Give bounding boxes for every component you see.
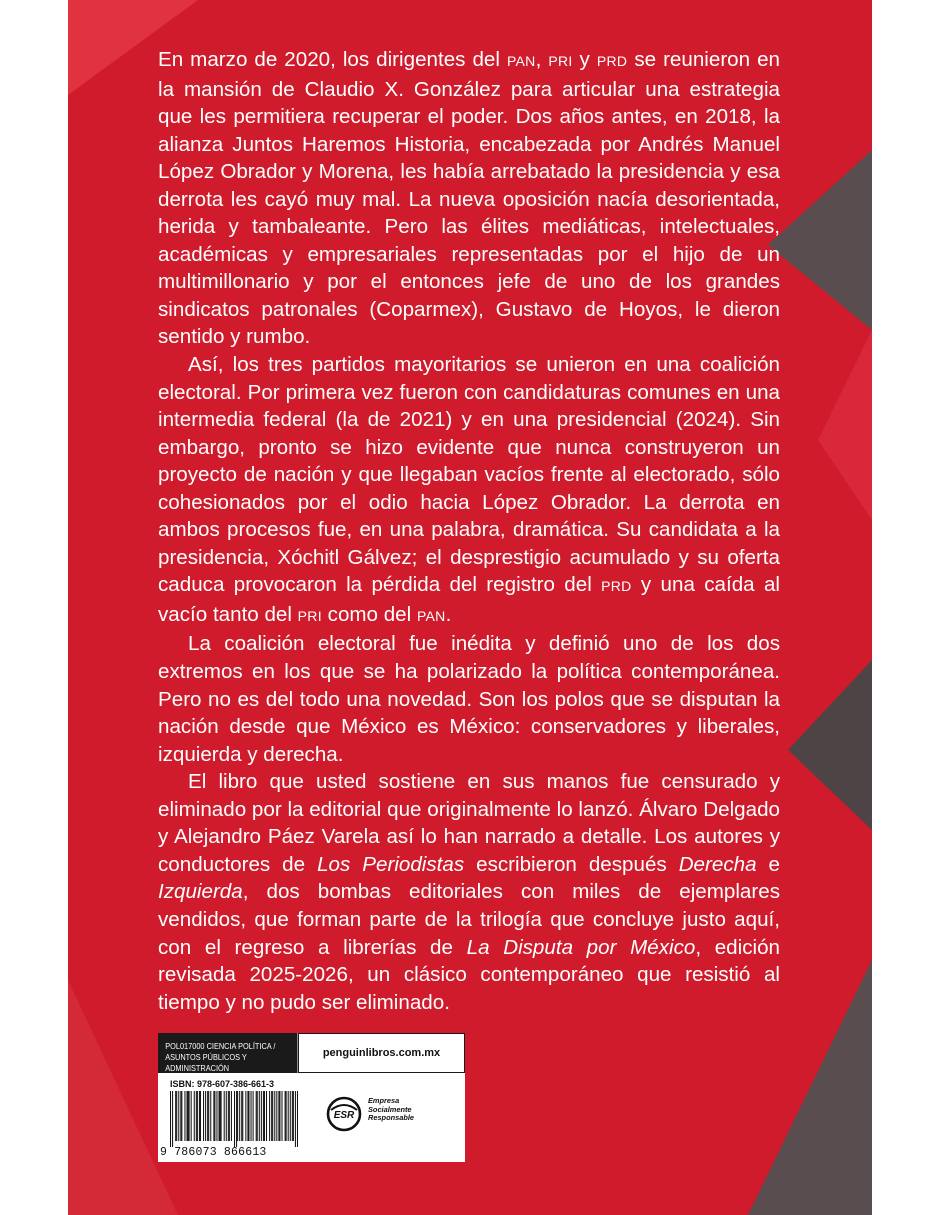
barcode-bar [226, 1091, 227, 1141]
dark-triangle-lower [788, 660, 872, 830]
barcode-bar [199, 1091, 200, 1141]
barcode-bar [242, 1091, 243, 1141]
barcode-bar [216, 1091, 217, 1141]
barcode-bar [207, 1091, 208, 1141]
light-wedge-mid [818, 330, 872, 520]
barcode-bar [247, 1091, 248, 1141]
barcode-bar [251, 1091, 252, 1141]
barcode-bar [288, 1091, 289, 1141]
text-run: , [535, 48, 549, 71]
barcode-bar [256, 1091, 257, 1141]
barcode-bar [224, 1091, 225, 1141]
barcode-bar [176, 1091, 177, 1141]
barcode-bar [200, 1091, 201, 1141]
paragraph-3 [158, 630, 780, 768]
esr-logo-icon [326, 1096, 362, 1132]
text-run: escribieron después [464, 852, 679, 876]
barcode-bar [292, 1091, 293, 1141]
text-run: En marzo de 2020, los dirigentes del [158, 48, 507, 71]
barcode-bar [229, 1091, 230, 1141]
barcode-bar [189, 1091, 190, 1141]
barcode-bar [188, 1091, 189, 1141]
text-run: e [756, 852, 780, 876]
paragraph-1 [158, 46, 780, 351]
barcode-bar [279, 1091, 280, 1141]
barcode-bar [236, 1091, 237, 1147]
book-title: Derecha [678, 852, 757, 876]
party-acronym: PAN [506, 53, 536, 69]
barcode-bar [178, 1091, 179, 1141]
text-run: , dos bombas editoriales con miles de ejemplares vendidos, que forman parte de la trilogía que concluye justo aquí, con el regreso a librerías de [158, 880, 780, 959]
barcode-bar [266, 1091, 267, 1141]
category-subject: ASUNTOS PÚBLICOS Y ADMINISTRACIÓN [165, 1053, 247, 1073]
barcode-bar [245, 1091, 246, 1141]
barcode-bar [286, 1091, 287, 1141]
barcode-bar [241, 1091, 242, 1141]
barcode-bar [205, 1091, 206, 1141]
esr-caption [368, 1097, 414, 1123]
barcode-bar [271, 1091, 272, 1141]
text-run: , edición revisada 2025-2026, un clásico contemporáneo que resistió al tiempo y no pudo ser eliminado. [158, 935, 780, 1014]
category-box [158, 1033, 298, 1073]
barcode-bar [231, 1091, 232, 1141]
barcode-bar [196, 1091, 197, 1141]
party-acronym: PRD [601, 578, 632, 595]
barcode-bar [208, 1091, 209, 1141]
barcode [170, 1091, 298, 1147]
text-run: y [572, 48, 597, 71]
barcode-bar [281, 1091, 282, 1141]
barcode-bar [221, 1091, 222, 1141]
barcode-bar [214, 1091, 215, 1141]
barcode-bar [203, 1091, 204, 1141]
barcode-bar [181, 1091, 182, 1141]
barcode-bar [264, 1091, 265, 1141]
barcode-bar [290, 1091, 291, 1141]
text-run: como del [321, 602, 417, 626]
paragraph-4 [158, 768, 780, 1016]
barcode-bar [194, 1091, 195, 1141]
barcode-bar [257, 1091, 258, 1141]
barcode-bar [228, 1091, 229, 1141]
barcode-bar [293, 1091, 294, 1141]
text-run: La coalición electoral fue inédita y definió uno de los dos extremos en los que se ha polarizado la política contemporánea. Pero no es del todo una novedad. Son los polos que se disputan la nación desde que México es México: conservadores y liberales, izquierda y derecha. [158, 632, 780, 766]
barcode-bar [239, 1091, 240, 1141]
svg-text:ESR: ESR [333, 1110, 355, 1121]
esr-line-1: Empresa [368, 1096, 400, 1105]
party-acronym: PRI [297, 607, 322, 624]
barcode-bar [210, 1091, 211, 1141]
synopsis-text [158, 46, 780, 1016]
barcode-bar [184, 1091, 185, 1141]
party-acronym: PAN [416, 607, 446, 624]
barcode-bar [259, 1091, 260, 1141]
barcode-bar [219, 1091, 220, 1141]
barcode-bar [180, 1091, 181, 1141]
barcode-bar [175, 1091, 176, 1141]
barcode-bar [297, 1091, 298, 1147]
text-run: El libro que usted sostiene en sus manos fue censurado y eliminado por la editorial que originalmente lo lanzó. Álvaro Delgado y Alejandro Páez Varela así lo han narrado a detalle. Los autores y conductores de [158, 770, 780, 876]
barcode-bar [274, 1091, 275, 1141]
barcode-bar [253, 1091, 254, 1141]
barcode-bar [172, 1091, 173, 1147]
text-run: Así, los tres partidos mayoritarios se unieron en una coalición electoral. Por primera vez fueron con candidaturas comunes en una intermedia federal (la de 2021) y en una presidencial (2024). Sin embargo, pronto se hizo evidente que nunca construyeron un proyecto de nación y que llegaban vacíos frente al electorado, sólo cohesionados por el odio hacia López Obrador. La derrota en ambos procesos fue, en una palabra, dramática. Su candidata a la presidencia, Xóchitl Gálvez; el desprestigio acumulado y su oferta caduca provocaron la pérdida del registro del [158, 353, 780, 597]
party-acronym: PRD [596, 53, 628, 69]
barcode-bar [213, 1091, 214, 1141]
text-run: . [445, 602, 452, 626]
esr-line-2: Socialmente [368, 1104, 412, 1114]
barcode-bar [170, 1091, 171, 1147]
text-run: se reunieron en la mansión de Claudio X. González para articular una estrategia que les permitiera recuperar el poder. Dos años antes, en 2018, la alianza Juntos Haremos Historia, encabezada por Andrés Manuel López Obrador y Morena, les había arrebatado la presidencia y esa derrota les cayó muy mal. La nueva oposición nacía desorientada, herida y tambaleante. Pero las élites mediáticas, intelectuales, académicas y empresariales representadas por el hijo de un multimillonario y por el entonces jefe de uno de los grandes sindicatos patronales (Coparmex), Gustavo de Hoyos, le dieron sentido y rumbo. [158, 48, 780, 349]
barcode-bar [237, 1091, 238, 1141]
barcode-bar [263, 1091, 264, 1141]
barcode-bar [191, 1091, 192, 1141]
isbn-label: ISBN: 978-607-386-661-3 [170, 1079, 275, 1089]
publisher-website: penguinlibros.com.mx [298, 1033, 465, 1073]
barcode-bar [248, 1091, 249, 1141]
barcode-bar [220, 1091, 221, 1141]
barcode-bar [278, 1091, 279, 1141]
book-title: Izquierda [158, 880, 243, 904]
barcode-bar [269, 1091, 270, 1141]
back-cover [68, 0, 872, 1215]
paragraph-2 [158, 351, 780, 630]
book-title: La Disputa por México [466, 935, 696, 959]
barcode-bar [187, 1091, 188, 1141]
info-panel [158, 1033, 465, 1162]
barcode-bar [285, 1091, 286, 1141]
barcode-bar [272, 1091, 273, 1141]
text-run: y una caída al vacío tanto del [158, 573, 780, 626]
barcode-bar [197, 1091, 198, 1141]
barcode-bar [234, 1091, 235, 1147]
book-title: Los Periodistas [317, 852, 465, 876]
barcode-bar [295, 1091, 296, 1147]
barcode-bar [261, 1091, 262, 1141]
barcode-digits: 9 786073 866613 [160, 1146, 267, 1159]
category-code: POL017000 CIENCIA POLÍTICA / [165, 1042, 276, 1051]
esr-line-3: Responsable [368, 1113, 415, 1123]
barcode-bar [276, 1091, 277, 1141]
dark-triangle-upper [768, 150, 872, 330]
party-acronym: PRI [548, 53, 573, 69]
